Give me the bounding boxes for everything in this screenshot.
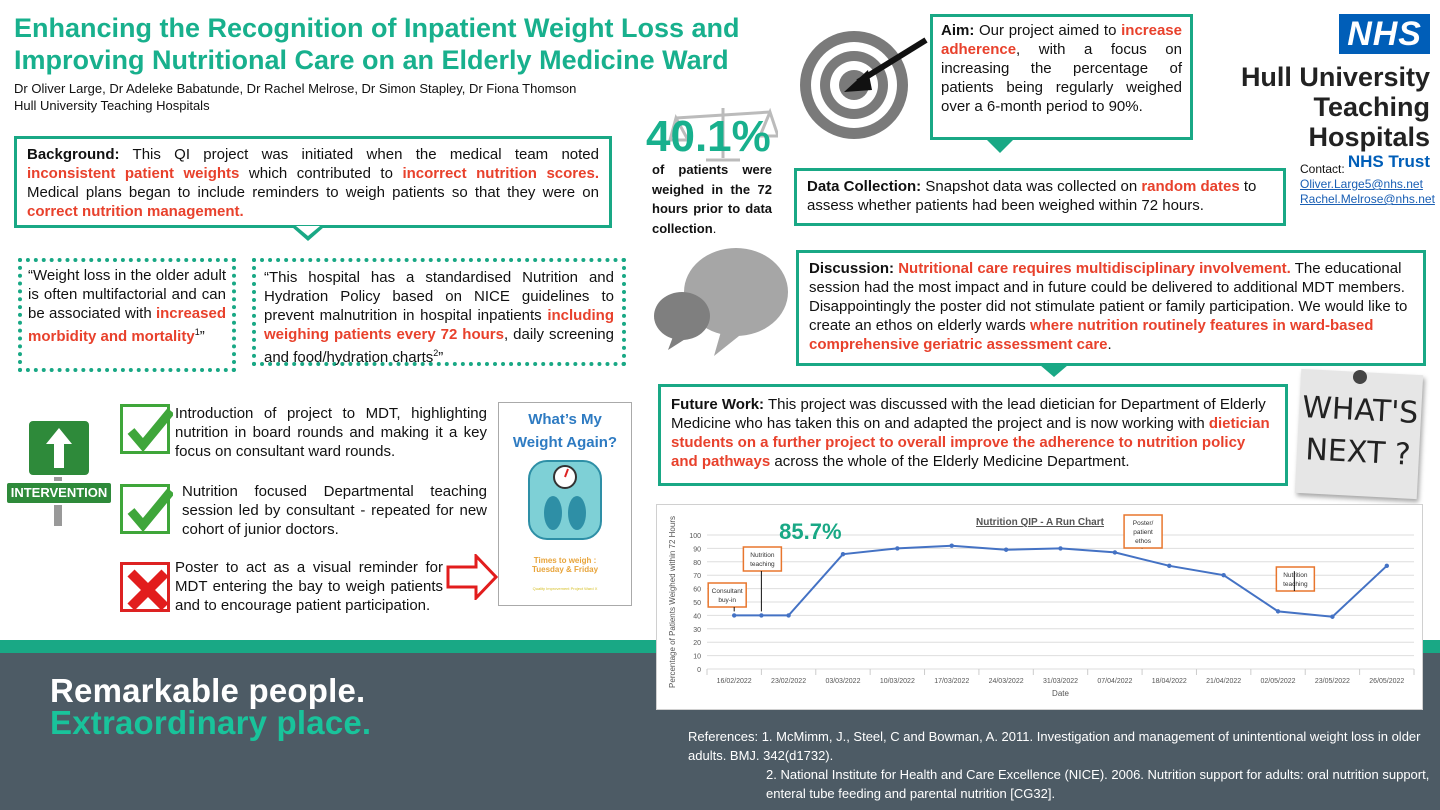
x-tick-label: 02/05/2022 (1260, 678, 1296, 685)
y-tick-label: 90 (693, 546, 701, 554)
y-tick-label: 10 (693, 653, 701, 661)
highlight-value: 85.7% (779, 519, 842, 544)
reference-1: References: 1. McMimm, J., Steel, C and Bowman, A. 2011. Investigation and management of unintentional weight loss in older adults. BMJ. 342(d1732). (688, 729, 1421, 763)
annotation-label: buy-in (718, 597, 737, 604)
contact-email-1[interactable]: Oliver.Large5@nhs.net (1300, 177, 1423, 191)
x-axis-label: Date (1052, 689, 1069, 698)
quote1-close: ” (199, 328, 205, 345)
data-point (1113, 550, 1117, 554)
aim-text-2: , with a focus on increasing the percentage of patients being regularly weighed over a 6-month period to 90%. (941, 41, 1182, 115)
data-point (950, 544, 954, 548)
data-collection-highlight: random dates (1141, 178, 1240, 195)
poster-title (14, 12, 804, 76)
future-text-2: across the whole of the Elderly Medicine Department. (770, 453, 1130, 470)
slogan-line-1: Remarkable people. (50, 672, 366, 709)
aim-highlight: increase adherence (941, 22, 1182, 58)
annotation-label: Poster/ (1132, 520, 1154, 527)
background-highlight-1: inconsistent patient weights (27, 165, 240, 182)
quote2-highlight: including weighing patients every 72 hours (264, 307, 614, 343)
x-tick-label: 31/03/2022 (1042, 678, 1079, 685)
checkbox-ticked-1 (120, 404, 170, 454)
intervention-step-3: Poster to act as a visual reminder for MDT entering the bay to weigh patients and to encourage patient participation. (175, 559, 443, 614)
poster-title-1: What’s My (528, 411, 602, 428)
whats-next-line-1: WHAT'S (1301, 390, 1420, 432)
discussion-box (796, 250, 1426, 366)
slogan-line-2: Extraordinary place. (50, 704, 372, 741)
data-point (1004, 548, 1008, 552)
y-tick-label: 60 (693, 586, 701, 594)
background-box (14, 136, 612, 228)
data-point (786, 613, 790, 617)
y-tick-label: 30 (693, 626, 701, 634)
speech-bubbles-icon (652, 244, 792, 360)
x-tick-label: 16/02/2022 (716, 678, 752, 685)
quote1-highlight: increased morbidity and mortality (28, 305, 226, 345)
target-icon (796, 20, 936, 140)
annotation-label: Nutrition (1283, 572, 1308, 579)
annotation-label: Consultant (711, 588, 743, 595)
data-point (1276, 609, 1280, 613)
quote2-text-2: , daily screening and food/hydration charts (264, 326, 614, 366)
y-tick-label: 50 (693, 600, 701, 607)
stat-40-text (652, 160, 772, 238)
background-highlight-3: correct nutrition management. (27, 203, 244, 220)
x-tick-label: 23/02/2022 (771, 678, 807, 685)
references (688, 727, 1433, 803)
reference-2: 2. National Institute for Health and Care Excellence (NICE). 2006. Nutrition support for adults: oral nutrition support, enteral tube feeding and parental nutrition [CG32]. (766, 767, 1430, 801)
annotation-label: patient (1133, 529, 1153, 536)
discussion-end: . (1107, 336, 1112, 353)
future-heading: Future Work: (671, 396, 765, 413)
run-chart-svg (657, 505, 1424, 711)
x-tick-label: 23/05/2022 (1314, 678, 1350, 685)
future-highlight: dietician students on a further project to overall improve the adherence to nutrition policy and pathways (671, 415, 1270, 470)
data-point (759, 613, 763, 617)
background-text-1: This QI project was initiated when the medical team noted (119, 146, 599, 163)
tick-icon (123, 487, 173, 537)
y-tick-label: 100 (689, 533, 701, 540)
checkbox-ticked-2 (120, 484, 170, 534)
intervention-step-1: Introduction of project to MDT, highlighting nutrition in board rounds and making it a key focus on consultant ward rounds. (175, 405, 487, 460)
authors: Dr Oliver Large, Dr Adeleke Babatunde, Dr Rachel Melrose, Dr Simon Stapley, Dr Fiona Thomson (14, 81, 577, 96)
contact-label: Contact: (1300, 162, 1345, 176)
quote-box-2 (252, 258, 626, 366)
discussion-heading: Discussion: (809, 260, 895, 277)
data-point (1385, 564, 1389, 568)
poster-footer: Quality Improvement Project Ward X (532, 586, 598, 591)
chart-title: Nutrition QIP - A Run Chart (976, 517, 1104, 528)
background-box-tail-inner (296, 226, 320, 236)
data-point (895, 546, 899, 550)
data-collection-text-2: to assess whether patients had been weighed within 72 hours. (807, 178, 1257, 214)
data-collection-text-1: Snapshot data was collected on (921, 178, 1142, 195)
discussion-text: The educational session had the most impact and in future could be delivered to additional MDT members. Disappointingly the poster did not stimulate patient or family participation. We would like to create an ethos on elderly wards (809, 260, 1408, 334)
background-text-3: Medical plans began to include reminders to weigh patients so that they were on (27, 184, 599, 201)
annotation-label: ethos (1135, 538, 1152, 545)
institution: Hull University Teaching Hospitals (14, 98, 210, 113)
x-tick-label: 18/04/2022 (1151, 678, 1187, 685)
data-collection-heading: Data Collection: (807, 178, 922, 195)
data-point (1221, 573, 1225, 577)
x-tick-label: 21/04/2022 (1206, 678, 1242, 685)
annotation-label: teaching (1283, 581, 1308, 588)
x-tick-label: 26/05/2022 (1369, 678, 1405, 685)
background-highlight-2: incorrect nutrition scores. (402, 165, 599, 182)
y-tick-label: 0 (697, 667, 701, 674)
intervention-step-2: Nutrition focused Departmental teaching session led by consultant - repeated for new cohort of junior doctors. (182, 483, 487, 538)
background-heading: Background: (27, 146, 120, 163)
cross-icon (123, 565, 173, 615)
x-tick-label: 07/04/2022 (1097, 678, 1133, 685)
intervention-signpost (4, 414, 114, 526)
whats-next-note (1295, 369, 1423, 499)
quote2-close: ” (438, 349, 444, 366)
y-tick-label: 80 (693, 559, 701, 567)
y-tick-label: 20 (693, 640, 701, 648)
background-text-2: which contributed to (239, 165, 403, 182)
data-point (1167, 564, 1171, 568)
arrow-right-icon (446, 554, 498, 600)
data-collection-box (794, 168, 1286, 226)
contact-block (1300, 162, 1435, 207)
annotation-label: teaching (750, 561, 775, 568)
x-tick-label: 10/03/2022 (879, 678, 915, 685)
logo-line-1: Hull University (1240, 62, 1430, 92)
aim-text-1: Our project aimed to (974, 22, 1122, 39)
aim-box-tail (986, 139, 1014, 153)
y-tick-label: 40 (693, 613, 701, 621)
y-axis-label: Percentage of Patients Weighed within 72 Hours (668, 516, 677, 688)
bathroom-scale-icon (525, 457, 605, 543)
authors-block (14, 80, 576, 114)
poster-times-1: Times to weigh : (533, 556, 597, 565)
stat-40-desc: of patients were weighed in the 72 hours prior to data collection (652, 162, 772, 236)
quote2-text: “This hospital has a standardised Nutrition and Hydration Policy based on NICE guidelines to prevent malnutrition in hospital inpatients (264, 269, 614, 324)
data-point (732, 613, 736, 617)
future-work-box (658, 384, 1288, 486)
quote2-ref: 2 (433, 348, 439, 358)
tick-icon (123, 407, 173, 457)
quote-box-1 (18, 258, 236, 372)
data-point (1330, 615, 1334, 619)
run-chart (656, 504, 1423, 710)
data-point (1058, 546, 1062, 550)
discussion-highlight-1: Nutritional care requires multidisciplinary involvement. (898, 260, 1291, 277)
poster-title-2: Weight Again? (512, 434, 618, 451)
data-point (841, 552, 845, 556)
discussion-box-tail (1040, 365, 1068, 377)
poster-times-2: Tuesday & Friday (531, 565, 599, 574)
weigh-reminder-poster (498, 402, 632, 606)
y-tick-label: 70 (693, 573, 701, 581)
annotation-label: Nutrition (750, 552, 775, 559)
discussion-highlight-2: where nutrition routinely features in ward-based comprehensive geriatric assessment care (809, 317, 1374, 353)
x-tick-label: 24/03/2022 (988, 678, 1024, 685)
logo-line-2: Teaching Hospitals (1308, 92, 1430, 152)
nhs-badge: NHS (1339, 14, 1430, 54)
contact-email-2[interactable]: Rachel.Melrose@nhs.net (1300, 192, 1435, 206)
pin-icon (1353, 370, 1368, 385)
quote1-text: “Weight loss in the older adult is often multifactorial and can be associated with (28, 267, 226, 322)
intervention-label: INTERVENTION (10, 485, 108, 500)
x-tick-label: 17/03/2022 (934, 678, 970, 685)
future-text-1: This project was discussed with the lead dietician for Department of Elderly Medicine who has taken this on and adapted the project and is now working with (671, 396, 1266, 432)
checkbox-crossed (120, 562, 170, 612)
title-line-1: Enhancing the Recognition of Inpatient Weight Loss and (14, 13, 740, 43)
x-tick-label: 03/03/2022 (825, 678, 861, 685)
aim-box (930, 14, 1193, 140)
whats-next-line-2: NEXT ? (1304, 432, 1412, 473)
title-line-2: Improving Nutritional Care on an Elderly Medicine Ward (14, 45, 729, 75)
stat-40-value: 40.1% (646, 112, 771, 161)
aim-heading: Aim: (941, 22, 975, 39)
quote1-ref: 1 (194, 327, 200, 337)
logo-line-3: NHS Trust (1347, 152, 1430, 171)
stat-40-end: . (712, 220, 717, 236)
